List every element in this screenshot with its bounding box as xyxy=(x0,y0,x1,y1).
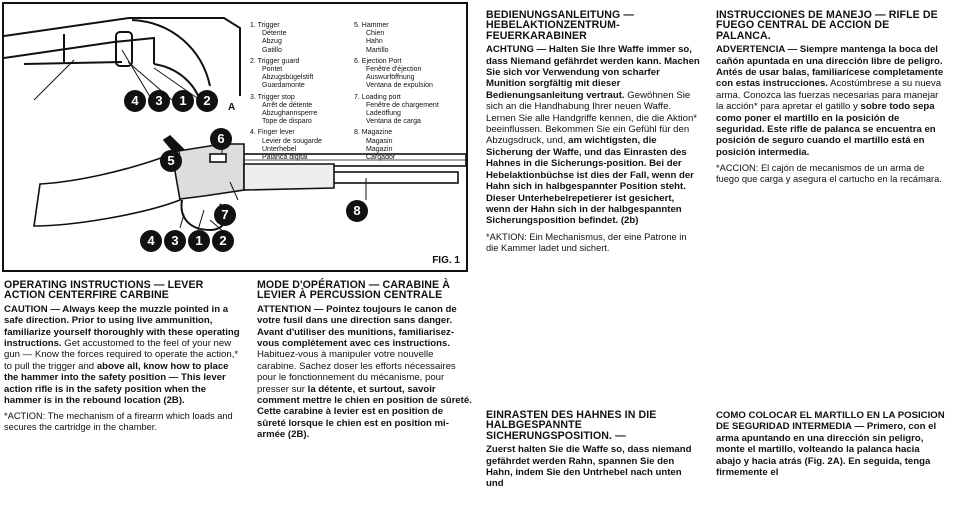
figure-a-label: A xyxy=(228,102,236,113)
german-s2-title: EINRASTEN DES HAHNES IN DIE HALBGESPANNTE SICHERUNGSPOSITION. — xyxy=(486,409,657,442)
english-caution: CAUTION — Always keep the muzzle pointed in a safe direction. Prior to using live ammunition, familiarize yourself thoroughly with these operating instructions. Get accustomed to the feel of your new gun — Know the forces required to operate the action,* to pull the trigger and above all, know how to place the hammer into the safety position — This lever action rifle is in the safety position when the hammer is in the rebound location (2B). xyxy=(4,303,240,407)
callout-6: 6 xyxy=(210,128,232,150)
legend-item-2: 2. Trigger guard Pontet Abzugsbügelstift Guardamonte xyxy=(250,57,314,90)
spanish-s2: COMO COLOCAR EL MARTILLO EN LA POSICION DE SEGURIDAD INTERMEDIA — Primero, con el arma apuntando en una dirección sin peligro, monte el martillo, volteando la palanca hacia abajo y hacia atrás (Fig. 2A). En seguida, tenga firmemente el xyxy=(716,410,945,479)
legend-right xyxy=(354,22,439,165)
legend-item-5: 5. Hammer Chien Hahn Martillo xyxy=(354,22,389,54)
callout-3: 3 xyxy=(148,90,170,112)
callout-7: 7 xyxy=(214,204,236,226)
callout-4: 4 xyxy=(124,90,146,112)
legend-item-1: 1. Trigger Détente Abzug Gatillo xyxy=(250,22,287,54)
german-s2-text: Zuerst halten Sie die Waffe so, dass niemand gefährdet werden Rahn, spannen Sie den Hahn, indem Sie den Untrhebel nach unten und xyxy=(486,444,692,490)
callout-3-main: 3 xyxy=(164,230,186,252)
callout-2: 2 xyxy=(196,90,218,112)
legend-item-4: 4. Finger lever Levier de sougarde Unterhebel Palanca digital xyxy=(250,129,322,162)
spanish-title: INSTRUCCIONES DE MANEJO — RIFLE DE FUEGO CENTRAL DE ACCION DE PALANCA. xyxy=(716,9,938,42)
legend-left xyxy=(250,22,322,165)
french-section xyxy=(257,280,472,446)
spanish-action-note: *ACCION: El cajón de mecanismos de un arma de fuego que carga y asegura el cartucho en la recámara. xyxy=(716,163,942,185)
callout-1-main: 1 xyxy=(188,230,210,252)
callout-1: 1 xyxy=(172,90,194,112)
legend-item-6: 6. Ejection Port Fenêtre d'éjection Auswurföffnung Ventana de expulsion xyxy=(354,57,433,90)
french-attention: ATTENTION — Pointez toujours le canon de votre fusil dans une direction sans danger. Avant d'utiliser des munitions, familiarisez-vous complètement avec ces instructions. Habituez-vous à manipuler votre nouvelle carabine. Sachez doser les efforts nécessaires pour le fonctionnement du mécanisme, pour presser sur la détente, et surtout, savoir comment mettre le chien en position de sûreté. Cette carabine à levier est en position de sûreté lorsque le chien est en position mi-armée (2B). xyxy=(257,303,472,441)
spanish-section-2 xyxy=(716,410,946,483)
english-title: OPERATING INSTRUCTIONS — LEVER ACTION CENTERFIRE CARBINE xyxy=(4,279,204,302)
english-section xyxy=(4,280,244,438)
german-achtung: ACHTUNG — Halten Sie Ihre Waffe immer so, dass Niemand gefährdet werden kann. Machen Sie sich vor Verwendung von scharfer Munition sorgfältig mit dieser Bedienungsanleitung vertraut. Gewöhnen Sie sich an die Handhabung Ihrer neuen Waffe. Lernen Sie alle Handgriffe kennen, die die Aktion* beeinflussen. Bekommen Sie ein Gefühl für den Abzugsdruck, und, am wichtigsten, die Sicherung der Waffe, und das Einrasten des Hahnes in die Sicherungs-position. Bei der Hebelaktionbüchse ist dies der Fall, wenn der Hahn sich in halbgespannter Position steht. Dieser Unterhebelrepetierer ist gesichert, wenn der Hahn sich in der halbgespannten Sicherungsposition befindet. (2b) xyxy=(486,44,700,227)
legend-item-8: 8. Magazine Magasin Magazin Cargador xyxy=(354,129,396,162)
legend-item-7: 7. Loading port Fenêtre de chargement Ladeöffung Ventana de carga xyxy=(354,93,439,126)
figure-label: FIG. 1 xyxy=(432,255,460,266)
spanish-advertencia: ADVERTENCIA — Siempre mantenga la boca del cañón apuntada en una dirección libre de peligro. Antés de usar balas, familiarícese completamente con estas instrucciones. Acostúmbrese a su nueva arma. Conozca las fuerzas necesarias para manejar la acción* para apretar el gatillo y sobre todo sepa como poner el martillo en la posición de seguridad. Este rifle de palanca se encuentra en posición de seguro cuando el martillo está en posición intermedia. xyxy=(716,44,944,158)
german-section xyxy=(486,10,701,259)
german-action-note: *AKTION: Ein Mechanismus, der eine Patrone in die Kammer ladet und sichert. xyxy=(486,231,687,253)
callout-8: 8 xyxy=(346,200,368,222)
callout-5: 5 xyxy=(160,150,182,172)
german-section-2 xyxy=(486,410,701,495)
legend-item-3: 3. Trigger stop Arrêt de détente Abzughannsperre Tope de disparo xyxy=(250,93,318,126)
callout-2-main: 2 xyxy=(212,230,234,252)
spanish-section xyxy=(716,10,946,190)
callout-4-main: 4 xyxy=(140,230,162,252)
detail-drawing-a xyxy=(4,18,240,100)
english-action-note: *ACTION: The mechanism of a firearm which loads and secures the cartridge in the chamber. xyxy=(4,411,233,433)
figure-1 xyxy=(2,2,468,272)
french-title: MODE D'OPÉRATION — CARABINE À LEVIER À PERCUSSION CENTRALE xyxy=(257,279,450,302)
german-title: BEDIENUNGSANLEITUNG — HEBELAKTIONZENTRUM-FEUERKARABINER xyxy=(486,9,635,42)
